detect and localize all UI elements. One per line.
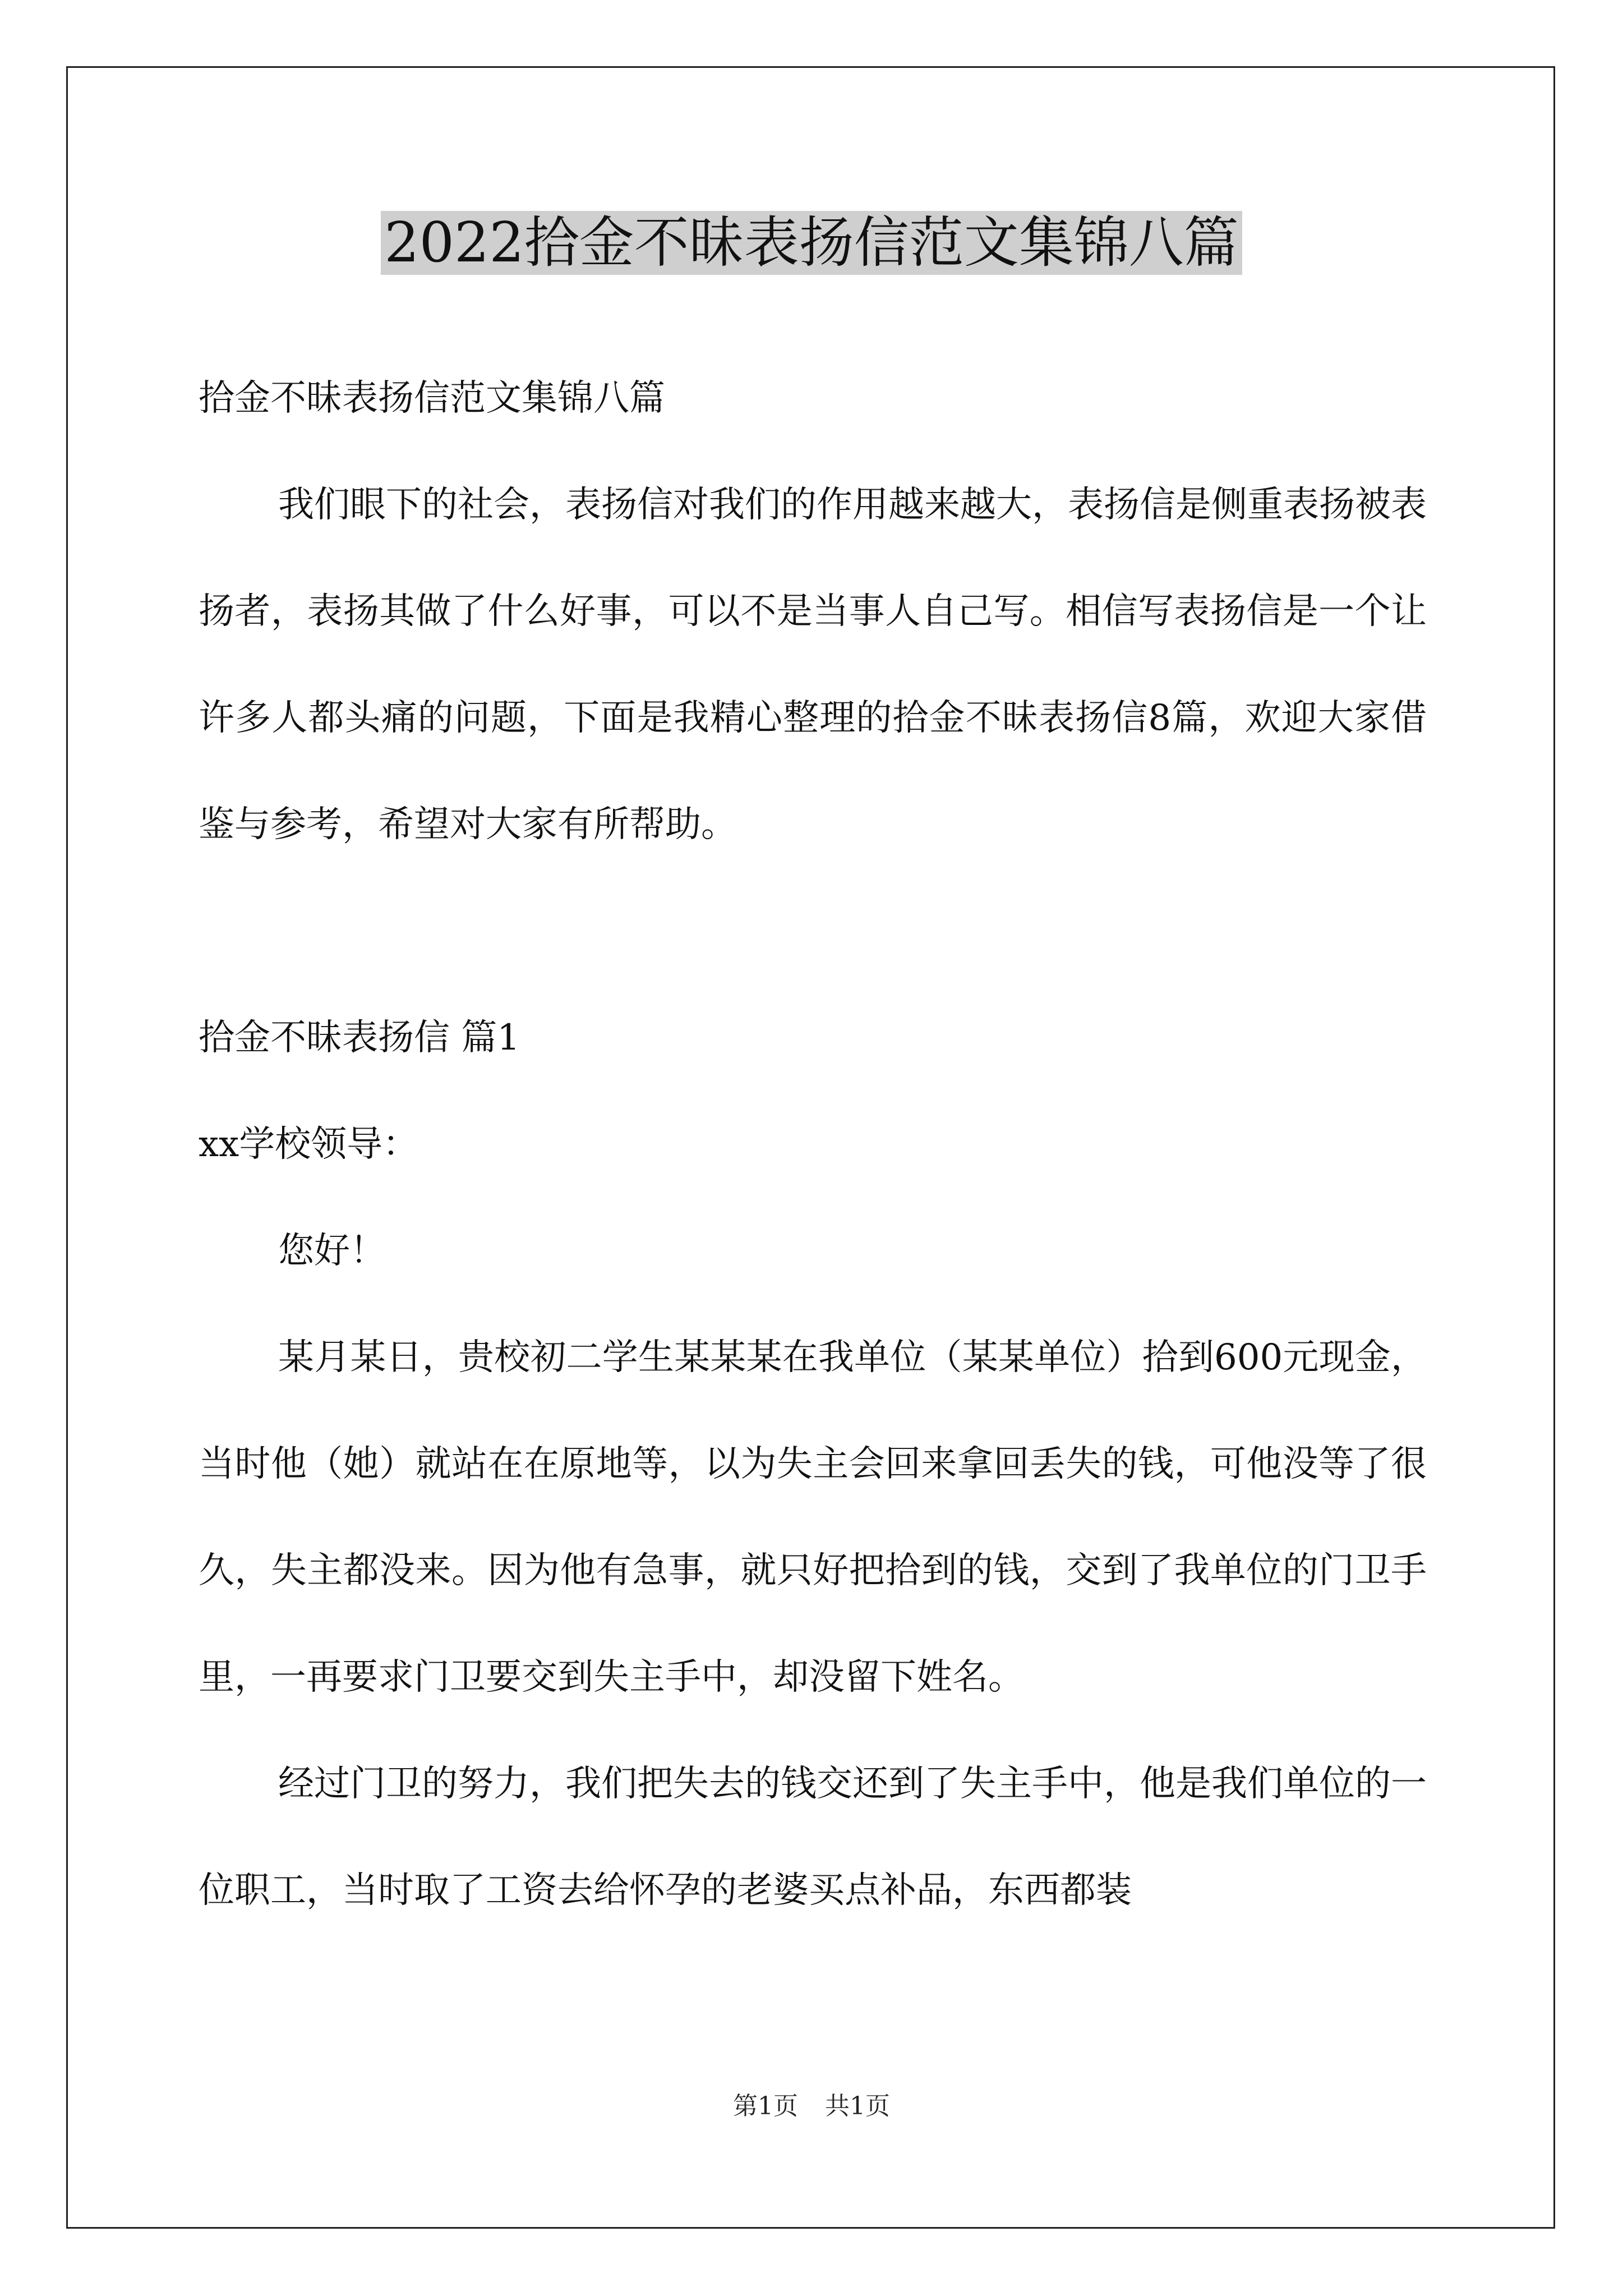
letter-paragraph: 经过门卫的努力，我们把失去的钱交还到了失主手中，他是我们单位的一位职工，当时取了工资去给怀孕的老婆买点补品，东西都装 <box>199 1763 1427 1911</box>
document-title-text: 2022拾金不昧表扬信范文集锦八篇 <box>381 211 1242 275</box>
letter-paragraph: 某月某日，贵校初二学生某某某在我单位（某某单位）拾到600元现金，当时他（她）就站在在原地等，以为失主会回来拿回丢失的钱，可他没等了很久，失主都没来。因为他有急事，就只好把拾到的钱，交到了我单位的门卫手里，一再要求门卫要交到失主手中，却没留下姓名。 <box>199 1337 1427 1698</box>
page-number-current: 第1页 <box>733 2092 798 2120</box>
document-body <box>199 345 1427 1944</box>
intro-paragraph: 我们眼下的社会，表扬信对我们的作用越来越大，表扬信是侧重表扬被表扬者，表扬其做了什么好事，可以不是当事人自己写。相信写表扬信是一个让许多人都头痛的问题，下面是我精心整理的拾金不昧表扬信8篇，欢迎大家借鉴与参考，希望对大家有所帮助。 <box>199 484 1427 845</box>
section-spacer <box>199 878 1427 984</box>
page-footer <box>0 2090 1623 2123</box>
letter-salutation: xx学校领导： <box>199 1124 419 1165</box>
document-subtitle: 拾金不昧表扬信范文集锦八篇 <box>199 378 665 419</box>
letter-greeting: 您好！ <box>278 1230 386 1272</box>
document-title <box>0 206 1623 279</box>
page-number-total: 共1页 <box>825 2092 890 2120</box>
section-heading: 拾金不昧表扬信 篇1 <box>199 1017 520 1059</box>
